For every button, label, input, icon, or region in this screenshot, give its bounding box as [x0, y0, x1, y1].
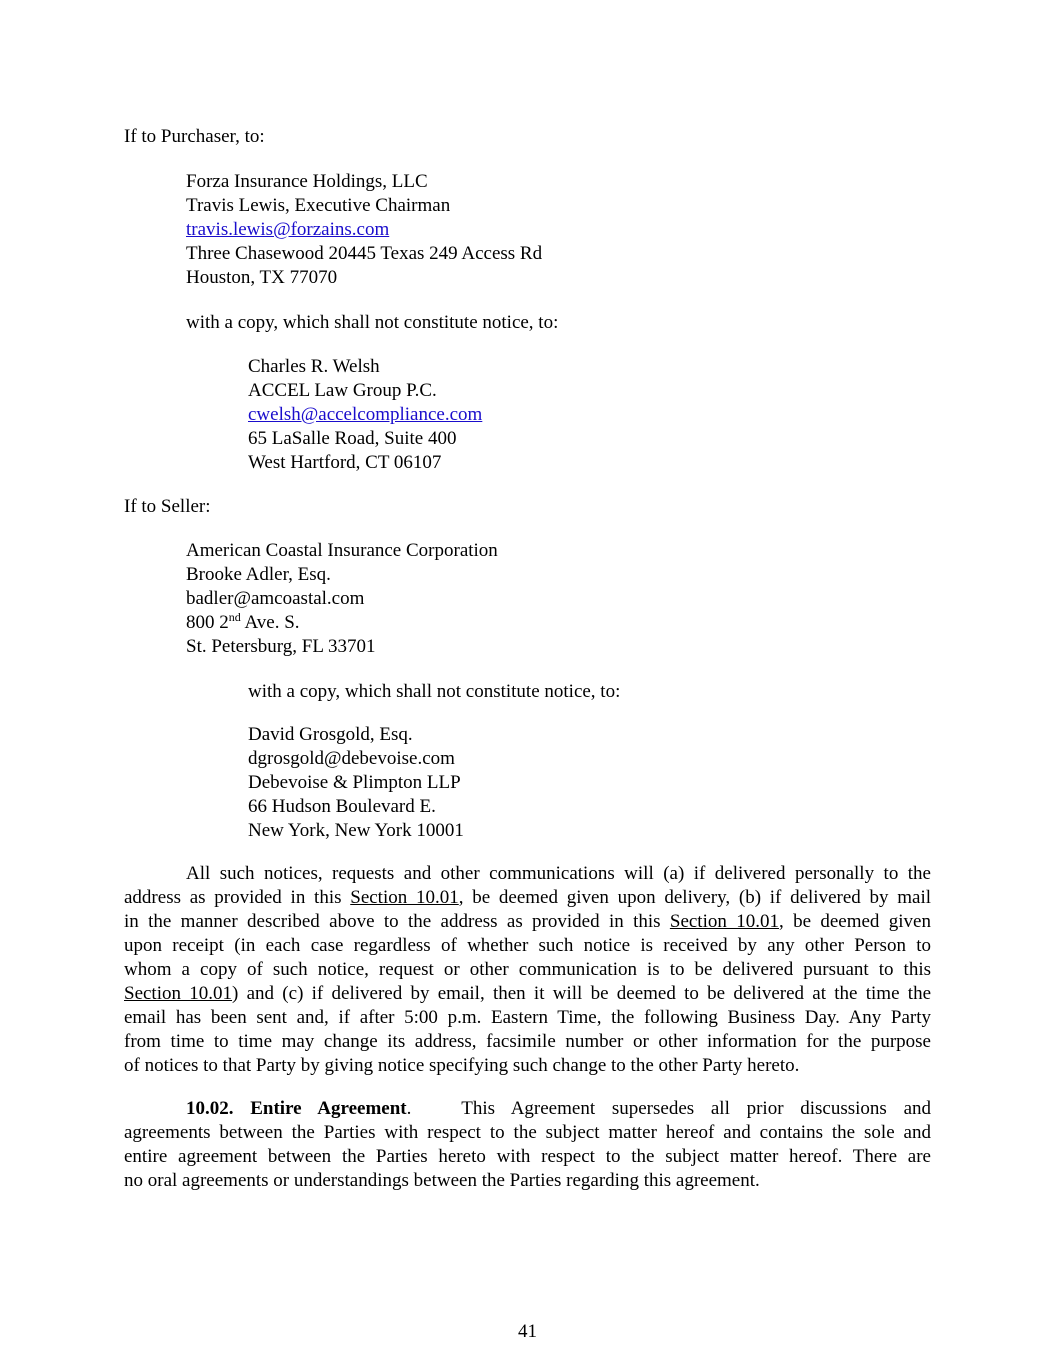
seller-copy-address-line-2: New York, New York 10001: [248, 820, 464, 841]
purchaser-copy-address-line-2: West Hartford, CT 06107: [248, 452, 442, 473]
purchaser-address-line-1: Three Chasewood 20445 Texas 249 Access Rd: [186, 243, 543, 264]
seller-contact: Brooke Adler, Esq.: [186, 564, 331, 585]
purchaser-copy-heading: with a copy, which shall not constitute notice, to:: [186, 312, 559, 333]
notices-line: Section 10.01) and (c) if delivered by email, then it will be deemed to be delivered at the time the: [124, 983, 931, 1004]
notices-line: from time to time may change its address, facsimile number or other information for the purpose: [124, 1031, 931, 1052]
seller-email: badler@amcoastal.com: [186, 588, 365, 609]
seller-copy-email: dgrosgold@debevoise.com: [248, 748, 455, 769]
seller-copy-firm: Debevoise & Plimpton LLP: [248, 772, 461, 793]
section-reference: Section 10.01: [350, 887, 459, 908]
seller-heading: If to Seller:: [124, 496, 211, 517]
seller-copy-heading: with a copy, which shall not constitute notice, to:: [248, 681, 621, 702]
entire-agreement-line: no oral agreements or understandings between the Parties regarding this agreement.: [124, 1170, 760, 1191]
purchaser-copy-name: Charles R. Welsh: [248, 356, 380, 377]
notices-line: upon receipt (in each case regardless of whether such notice is received by any other Person to: [124, 935, 931, 956]
purchaser-address-line-2: Houston, TX 77070: [186, 267, 338, 288]
notices-line: All such notices, requests and other communications will (a) if delivered personally to the: [186, 863, 931, 884]
purchaser-copy-email-link[interactable]: cwelsh@accelcompliance.com: [248, 404, 483, 425]
purchaser-name: Forza Insurance Holdings, LLC: [186, 171, 428, 192]
entire-agreement-line: entire agreement between the Parties hereto with respect to the subject matter hereof. There are: [124, 1146, 931, 1167]
seller-name: American Coastal Insurance Corporation: [186, 540, 498, 561]
section-reference: Section 10.01: [669, 911, 779, 932]
section-title: 10.02. Entire Agreement: [186, 1098, 407, 1119]
notices-line: whom a copy of such notice, request or other communication is to be delivered pursuant to this: [124, 959, 931, 980]
purchaser-contact: Travis Lewis, Executive Chairman: [186, 195, 451, 216]
seller-address-number: 800 2: [186, 612, 229, 633]
seller-address-line-1: [186, 611, 300, 635]
notices-paragraph: [124, 862, 931, 1078]
purchaser-heading: If to Purchaser, to:: [124, 126, 265, 147]
ordinal-suffix: nd: [228, 610, 241, 624]
section-reference: Section 10.01: [124, 983, 233, 1004]
notices-line: in the manner described above to the address as provided in this Section 10.01, be deemed given: [124, 911, 931, 932]
purchaser-copy-firm: ACCEL Law Group P.C.: [248, 380, 437, 401]
seller-address-line-2: St. Petersburg, FL 33701: [186, 636, 376, 657]
entire-agreement-paragraph: [124, 1097, 931, 1193]
entire-agreement-line: 10.02. Entire Agreement. This Agreement supersedes all prior discussions and: [186, 1098, 931, 1119]
notices-line: email has been sent and, if after 5:00 p.m. Eastern Time, the following Business Day. Any Party: [124, 1007, 931, 1028]
seller-copy-address-line-1: 66 Hudson Boulevard E.: [248, 796, 436, 817]
purchaser-email-link[interactable]: travis.lewis@forzains.com: [186, 219, 390, 240]
page-number: 41: [518, 1321, 537, 1342]
purchaser-copy-address-line-1: 65 LaSalle Road, Suite 400: [248, 428, 457, 449]
notices-line: of notices to that Party by giving notice specifying such change to the other Party hereto.: [124, 1055, 800, 1076]
seller-address-street: Ave. S.: [240, 612, 300, 633]
seller-copy-name: David Grosgold, Esq.: [248, 724, 413, 745]
notices-line: address as provided in this Section 10.01, be deemed given upon delivery, (b) if delivered by mail: [124, 887, 932, 908]
entire-agreement-line: agreements between the Parties with respect to the subject matter hereof and contains the sole and: [124, 1122, 931, 1143]
